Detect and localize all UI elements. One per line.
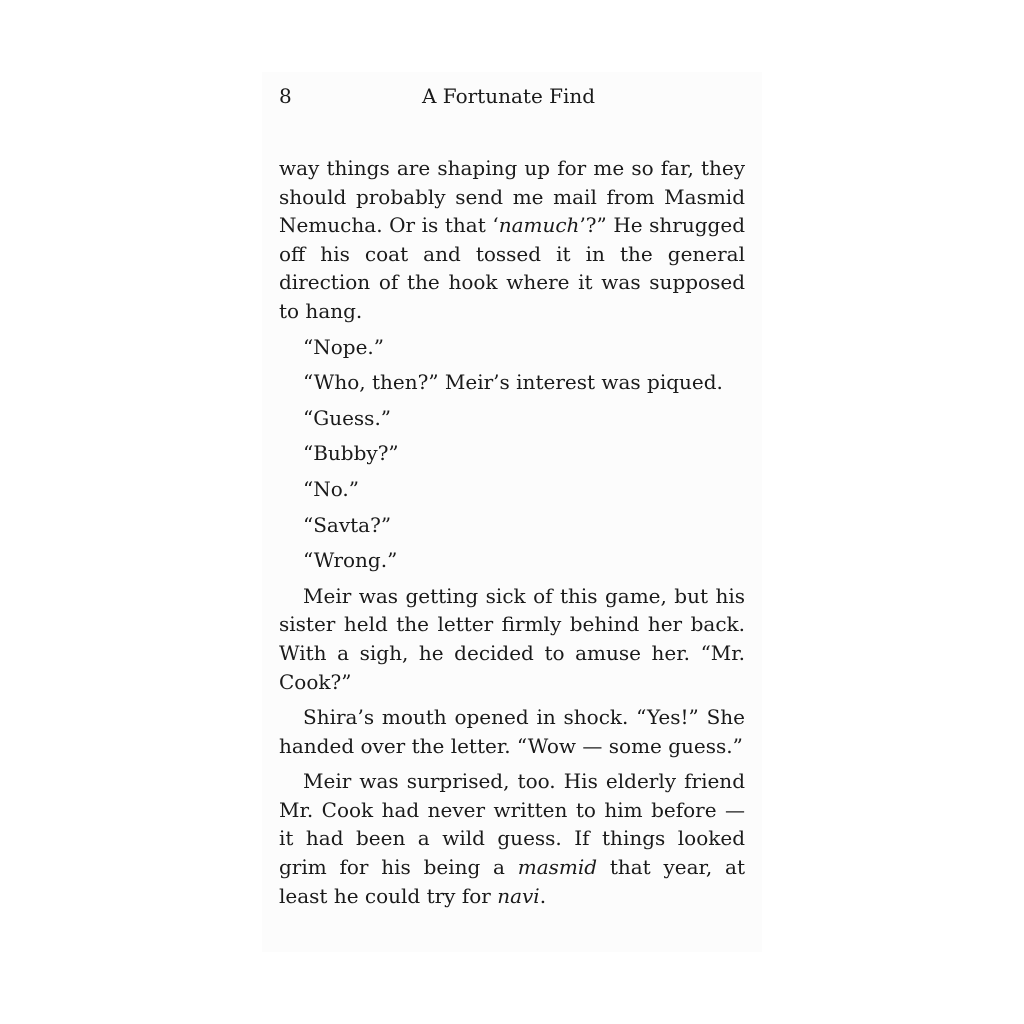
paragraph-11 (279, 767, 745, 910)
text-run: . (539, 883, 547, 908)
running-title: A Fortunate Find (422, 84, 596, 108)
text-run: way things are shaping up for me so far, they should probably send me mail from Masmid Nemucha. Or is that ‘ (279, 156, 745, 238)
paragraph-1 (279, 154, 745, 326)
paragraph-8: “Wrong.” (303, 548, 398, 573)
paragraph-4: “Guess.” (303, 405, 392, 430)
text-run: that year, at least he could try for (279, 855, 745, 908)
paragraph-5: “Bubby?” (303, 441, 399, 466)
paragraph-2: “Nope.” (303, 334, 384, 359)
italic-run: masmid (517, 855, 598, 880)
paragraph-6: “No.” (303, 476, 359, 501)
italic-run: navi (497, 883, 540, 908)
text-run: Meir was surprised, too. His elderly friend Mr. Cook had never written to him before — it had been a wild guess. If things looked grim for his being a (279, 769, 745, 880)
running-header (279, 84, 745, 112)
body-text (279, 154, 745, 917)
paragraph-7: “Savta?” (303, 512, 392, 537)
page-number: 8 (279, 84, 292, 108)
paragraph-9: Meir was getting sick of this game, but his sister held the letter firmly behind her back. With a sigh, he decided to amuse her. “Mr. Cook?” (279, 583, 745, 694)
paragraph-10: Shira’s mouth opened in shock. “Yes!” She handed over the letter. “Wow — some guess.” (279, 705, 745, 758)
italic-run: namuch (498, 213, 580, 238)
paragraph-3: “Who, then?” Meir’s interest was piqued. (303, 370, 723, 395)
text-run: ’?” He shrugged off his coat and tossed it in the general direction of the hook where it was supposed to hang. (279, 213, 745, 323)
